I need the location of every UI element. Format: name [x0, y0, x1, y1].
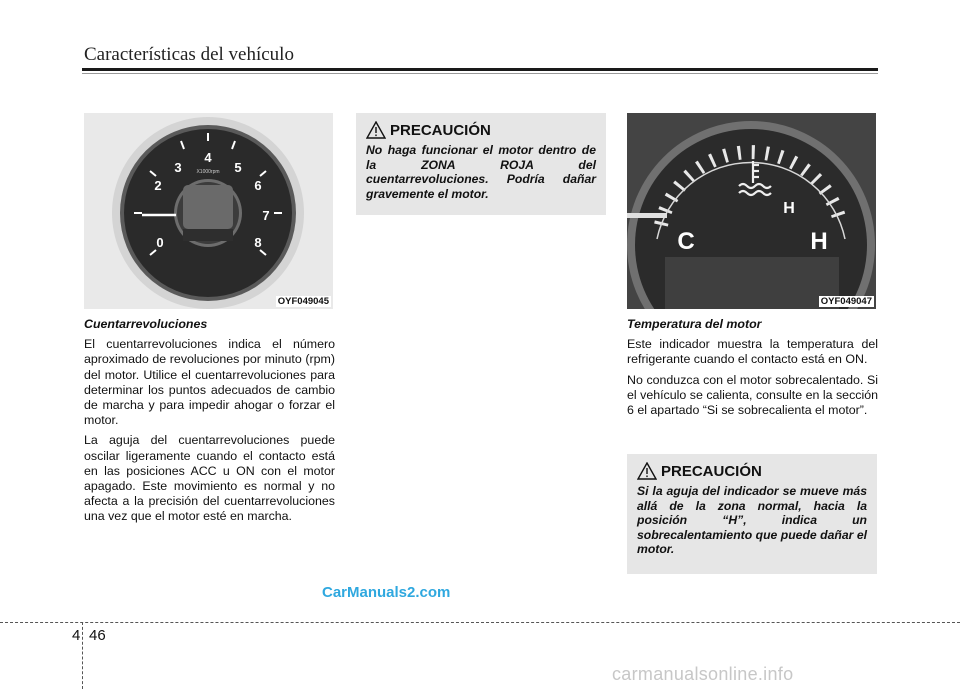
tach-tick-4: 4: [204, 150, 212, 165]
caution-body: Si la aguja del indicador se mueve más allá de la zona normal, hacia la posición “H”, indica un sobrecalentamiento que puede dañar el motor.: [637, 484, 867, 557]
temperature-paragraph-2: No conduzca con el motor sobrecalentado. Si el vehículo se calienta, consulte en la sección 6 el apartado “Si se sobrecalienta el motor”.: [627, 372, 878, 418]
temperature-heading: Temperatura del motor: [627, 317, 762, 331]
tachometer-paragraph-2: La aguja del cuentarrevoluciones puede oscilar ligeramente cuando el contacto está en las posiciones ACC u ON con el motor apagado. Este movimiento es normal y no afecta a la precisión del cuentarrevoluciones una vez que el motor esté en marcha.: [84, 433, 335, 524]
page-number: 46: [89, 627, 106, 644]
section-number: 4: [72, 627, 81, 644]
tach-tick-2: 2: [154, 178, 162, 193]
tachometer-figure: [84, 113, 333, 309]
header-rule-thin: [82, 73, 878, 74]
tachometer-section: [84, 317, 335, 530]
header-rule: [82, 68, 878, 71]
page-header-title: Características del vehículo: [84, 44, 294, 65]
tachometer-heading: Cuentarrevoluciones: [84, 317, 208, 331]
gauge-cold-label: C: [677, 228, 695, 255]
tach-tick-3: 3: [174, 160, 182, 175]
watermark-link[interactable]: CarManuals2.com: [322, 584, 451, 601]
caution-title: PRECAUCIÓN: [661, 463, 762, 480]
gauge-hot-label: H: [810, 228, 828, 255]
caution-body: No haga funcionar el motor dentro de la ZONA ROJA del cuentarrevoluciones. Podría dañar gravemente el motor.: [366, 143, 596, 201]
warning-icon: [637, 462, 657, 480]
caution-box-tachometer: [356, 113, 606, 215]
footer-divider: [0, 622, 960, 623]
warning-icon: [366, 121, 386, 139]
tach-tick-5: 5: [234, 160, 242, 175]
temperature-paragraph-1: Este indicador muestra la temperatura del refrigerante cuando el contacto está en ON.: [627, 337, 878, 367]
caution-box-temperature: [627, 454, 877, 574]
site-watermark: carmanualsonline.info: [612, 664, 794, 684]
temperature-section: [627, 317, 878, 423]
caution-title: PRECAUCIÓN: [390, 122, 491, 139]
figure-code-right: OYF049047: [820, 296, 872, 307]
tach-unit-label: X1000rpm: [196, 169, 220, 175]
temperature-gauge-illustration: [627, 113, 876, 309]
tach-tick-6: 6: [254, 178, 262, 193]
gauge-hot-mark: H: [783, 200, 795, 217]
tachometer-illustration: [84, 113, 333, 309]
temperature-figure: [627, 113, 876, 309]
figure-code-left: OYF049045: [277, 296, 329, 307]
tach-tick-0: 0: [156, 235, 164, 250]
tachometer-paragraph-1: El cuentarrevoluciones indica el número aproximado de revoluciones por minuto (rpm) del motor. Utilice el cuentarrevoluciones para determinar los puntos adecuados de cambio de marcha y para impedir ahogar o forzar el motor.: [84, 337, 335, 428]
footer-divider-vertical: [82, 622, 83, 689]
tach-tick-8: 8: [254, 235, 262, 250]
tach-tick-7: 7: [262, 208, 270, 223]
